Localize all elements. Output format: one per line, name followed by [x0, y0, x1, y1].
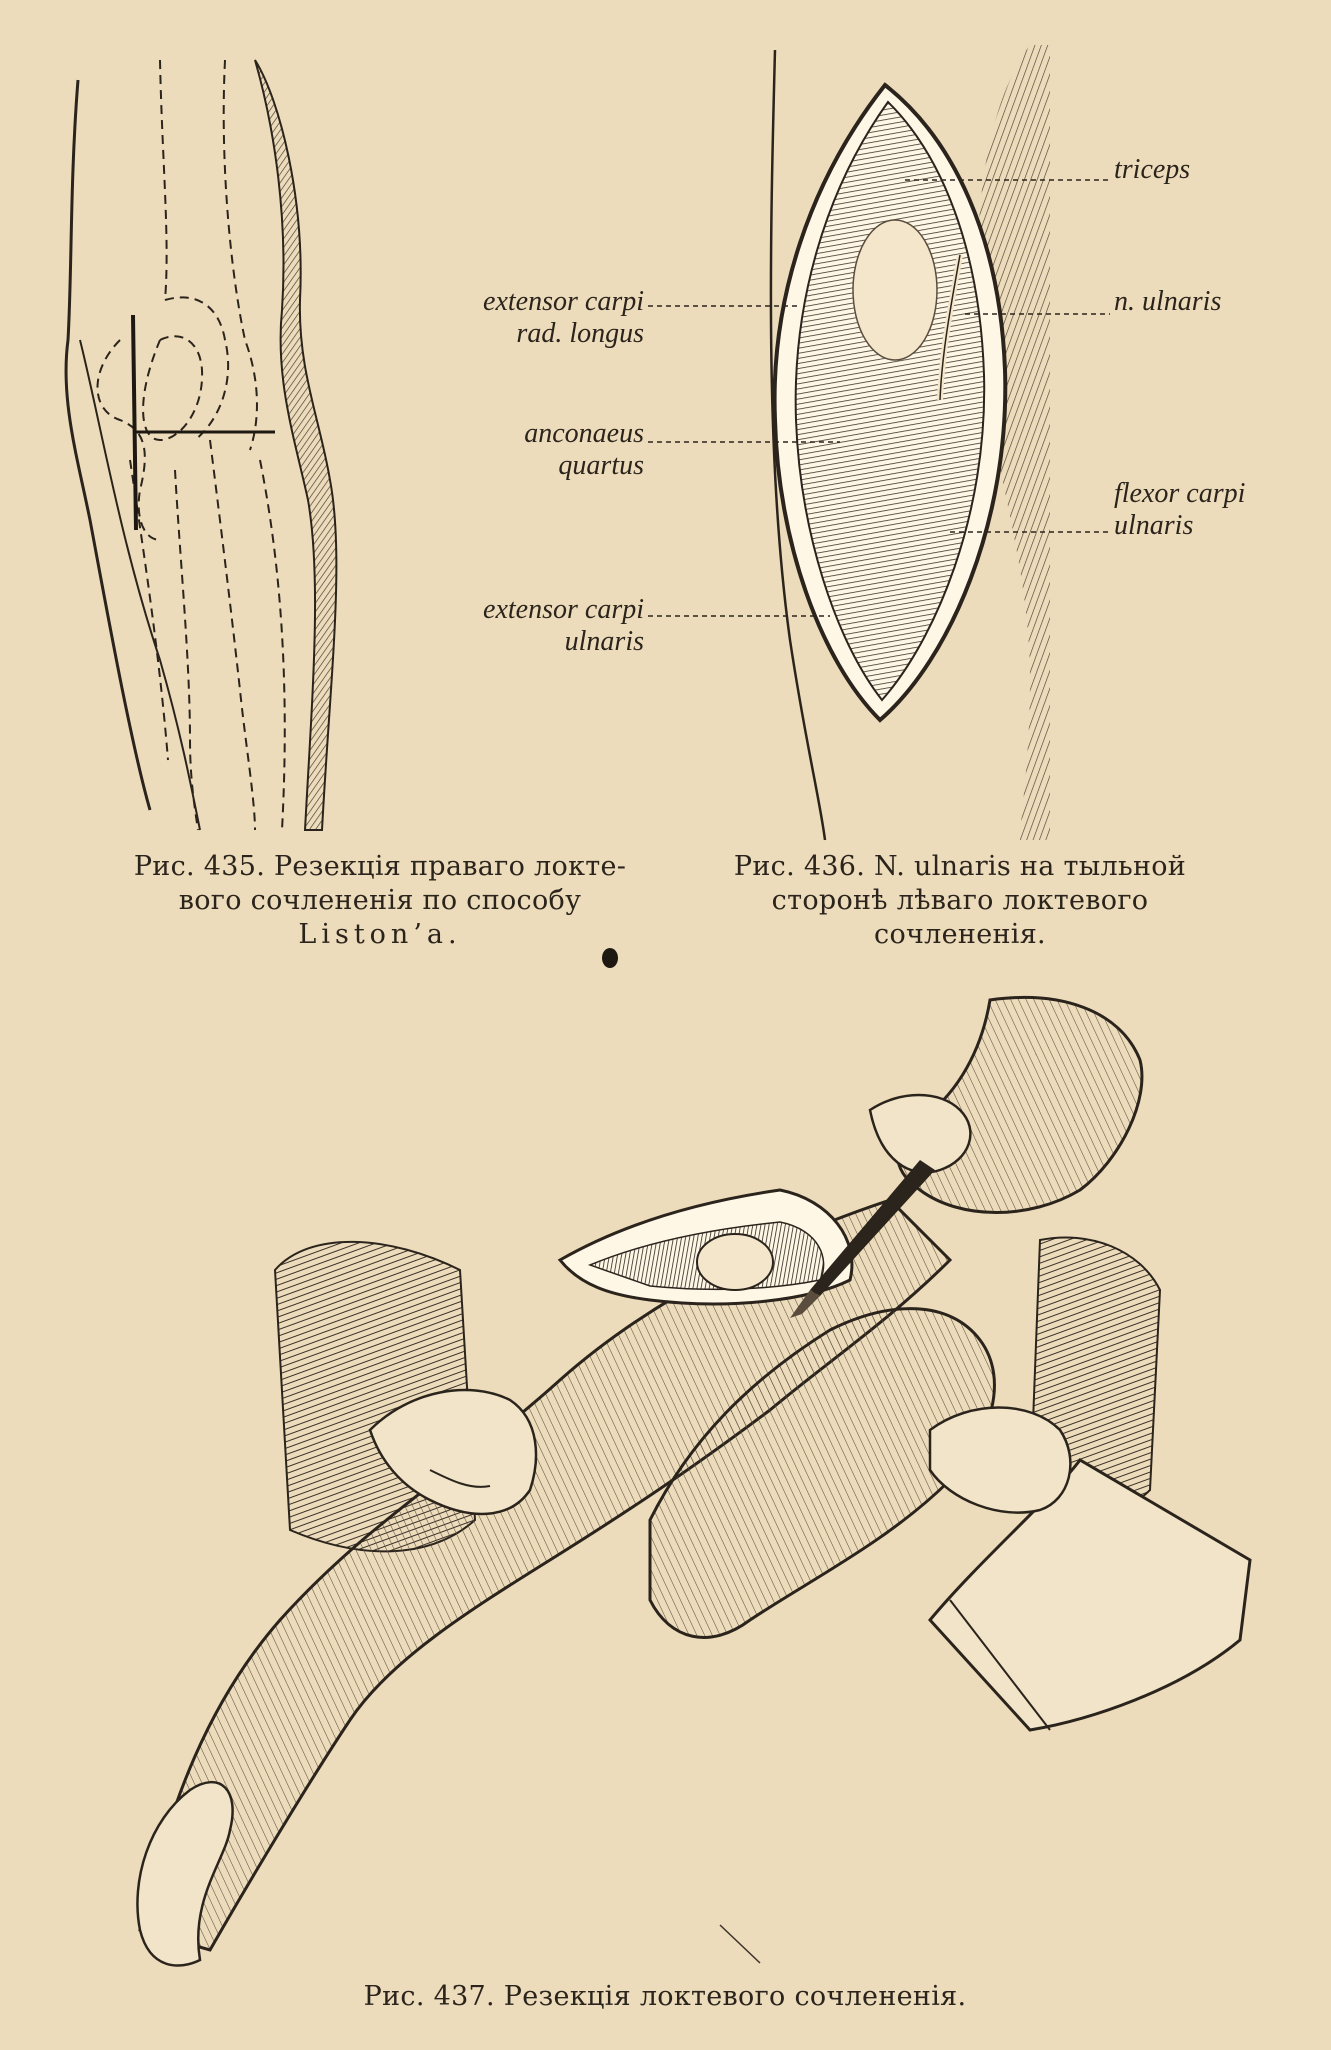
caption-line: Рис. 437. Резекція локтевого сочлененія.	[363, 1981, 967, 2012]
label-n-ulnaris	[1114, 286, 1221, 318]
caption-line: Рис. 436. N. ulnaris на тыльной	[733, 851, 1187, 882]
caption-line: Рис. 435. Резекція праваго локте-	[133, 851, 627, 882]
stray-mark	[720, 1925, 780, 1970]
label-line: ulnaris	[564, 626, 644, 657]
label-line: n. ulnaris	[1114, 286, 1222, 317]
label-extensor-carpi-ulnaris	[400, 594, 644, 658]
label-line: rad. longus	[516, 318, 644, 349]
label-line: triceps	[1114, 154, 1191, 185]
label-anconaeus-quartus	[400, 418, 644, 482]
label-triceps	[1114, 154, 1190, 186]
label-line: extensor carpi	[483, 594, 644, 625]
label-line: flexor carpi	[1114, 478, 1246, 509]
caption-line: сочлененія.	[874, 919, 1046, 950]
label-line: extensor carpi	[483, 286, 644, 317]
caption-line: сторонѣ лѣваго локтевого	[771, 885, 1149, 916]
figure-436-caption	[690, 850, 1230, 952]
label-line: ulnaris	[1114, 510, 1194, 541]
figure-437-caption	[300, 1980, 1030, 2014]
caption-line: Liston’a.	[298, 919, 462, 950]
ink-spot	[602, 948, 618, 968]
figure-437-illustration	[130, 1000, 1250, 1980]
label-line: quartus	[558, 450, 644, 481]
label-flexor-carpi-ulnaris	[1114, 478, 1245, 542]
label-line: anconaeus	[524, 418, 644, 449]
label-extensor-carpi-rad-longus	[400, 286, 644, 350]
caption-line: вого сочлененія по способу	[178, 885, 582, 916]
